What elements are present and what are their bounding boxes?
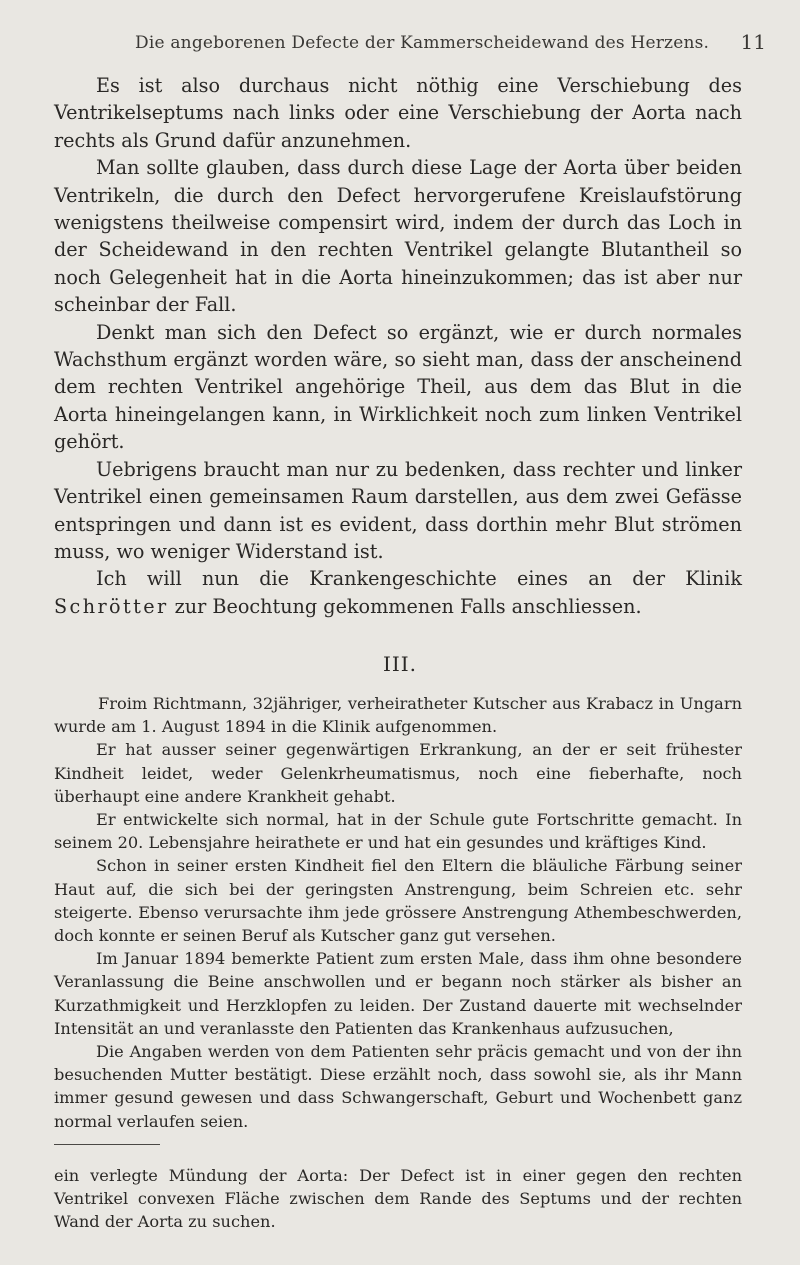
section-heading: III.	[382, 652, 418, 676]
case-paragraph: Schon in seiner ersten Kindheit fiel den Eltern die bläuliche Färbung seiner Haut auf, die sich bei der geringsten Anstrengung, beim Schreien etc. sehr steigerte. Ebenso verursachte ihm jede grössere Anstrengung Athembeschwerden, doch konnte er seinen Beruf als Kutscher ganz gut versehen.	[54, 856, 742, 946]
paragraph: Es ist also durchaus nicht nöthig eine Verschiebung des Ventrikelseptums nach links oder eine Verschiebung der Aorta nach rechts als Grund dafür anzunehmen.	[54, 74, 742, 152]
intro-paragraph	[54, 565, 742, 620]
author-name: Schrötter	[54, 594, 169, 618]
running-header	[0, 30, 800, 60]
paragraph: Uebrigens braucht man nur zu bedenken, dass rechter und linker Ventrikel einen gemeinsamen Raum darstellen, aus dem zwei Gefässe entspringen und dann ist es evident, dass dorthin mehr Blut strömen muss, wo weniger Widerstand ist.	[54, 457, 742, 563]
running-title: Die angeborenen Defecte der Kammerscheidewand des Herzens.	[135, 33, 710, 53]
body-text	[54, 72, 742, 620]
paragraph: Man sollte glauben, dass durch diese Lage der Aorta über beiden Ventrikeln, die durch den Defect hervorgerufene Kreislaufstörung wenigstens theilweise compensirt wird, indem der durch das Loch in der Scheidewand in den rechten Ventrikel gelangte Blutantheil so noch Gelegenheit hat in die Aorta hineinzukommen; das ist aber nur scheinbar der Fall.	[54, 156, 742, 317]
case-paragraph: Froim Richtmann, 32jähriger, verheiratheter Kutscher aus Krabacz in Ungarn wurde am 1. August 1894 in die Klinik aufgenommen.	[54, 694, 742, 737]
case-history	[54, 692, 742, 1133]
case-paragraph: Die Angaben werden von dem Patienten sehr präcis gemacht und von der ihn besuchenden Mutter bestätigt. Diese erzählt noch, dass sowohl sie, als ihr Mann immer gesund gewesen und dass Schwangerschaft, Geburt und Wochenbett ganz normal verlaufen seien.	[54, 1042, 742, 1131]
footnote-divider	[54, 1144, 160, 1145]
paragraph: Denkt man sich den Defect so ergänzt, wie er durch normales Wachsthum ergänzt worden wäre, so sieht man, dass der anscheinend dem rechten Ventrikel angehörige Theil, aus dem das Blut in die Aorta hineingelangen kann, in Wirklichkeit noch zum linken Ventrikel gehört.	[54, 320, 742, 454]
case-paragraph: Er hat ausser seiner gegenwärtigen Erkrankung, an der er seit frühester Kindheit leidet, weder Gelenkrheumatismus, noch eine fieberhafte, noch überhaupt eine andere Krankheit gehabt.	[54, 740, 742, 806]
intro-text-before: Ich will nun die Krankengeschichte eines an der Klinik	[96, 567, 742, 591]
footnote	[54, 1164, 742, 1234]
footnote-text: ein verlegte Mündung der Aorta: Der Defect ist in einer gegen den rechten Ventrikel convexen Fläche zwischen dem Rande des Septums und der rechten Wand der Aorta zu suchen.	[54, 1166, 742, 1232]
page-number: 11	[740, 30, 766, 54]
intro-text-after: zur Beochtung gekommenen Falls anschliessen.	[168, 594, 642, 618]
case-paragraph: Er entwickelte sich normal, hat in der Schule gute Fortschritte gemacht. In seinem 20. Lebensjahre heirathete er und hat ein gesundes und kräftiges Kind.	[54, 810, 742, 853]
case-paragraph: Im Januar 1894 bemerkte Patient zum ersten Male, dass ihm ohne besondere Veranlassung die Beine anschwollen und er begann noch stärker als bisher an Kurzathmigkeit und Herzklopfen zu leiden. Der Zustand dauerte mit wechselnder Intensität an und veranlasste den Patienten das Krankenhaus aufzusuchen,	[54, 949, 742, 1038]
